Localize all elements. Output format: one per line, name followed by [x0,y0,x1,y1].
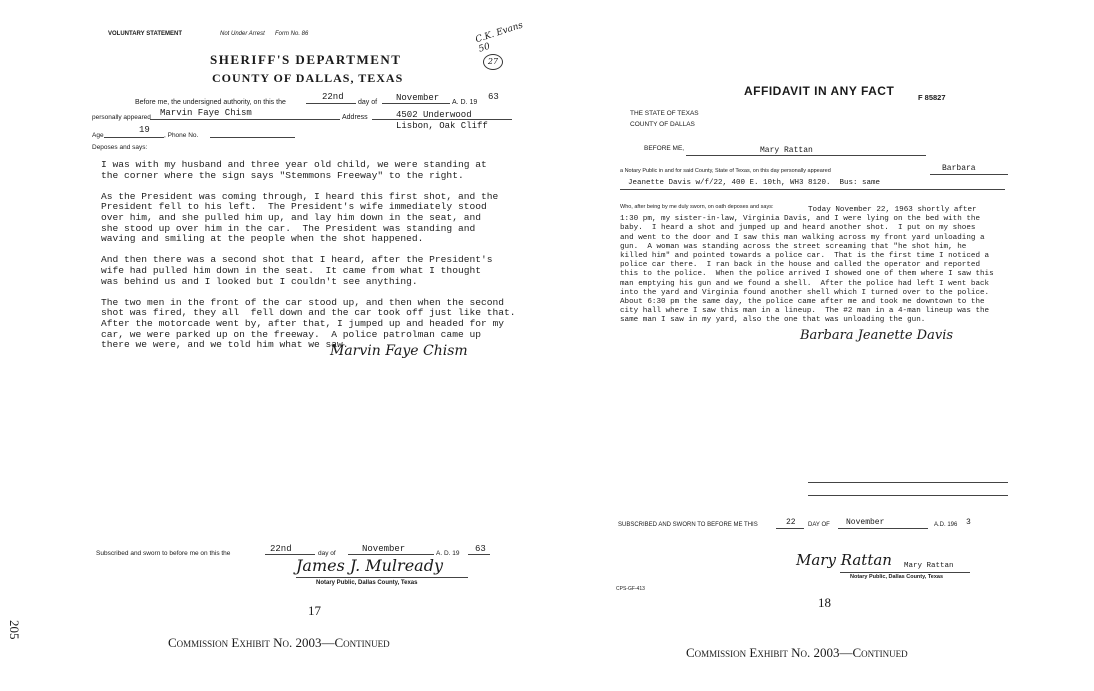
month-value: November [396,93,440,103]
left-page-number: 17 [308,603,321,618]
day-value: 22nd [322,92,344,102]
before-me-text: Before me, the undersigned authority, on this the [135,99,286,106]
address-value: 4502 Underwood [396,110,472,120]
left-subscribed-text: Subscribed and sworn to before me on this the [96,550,231,557]
side-page-number: 205 [7,620,22,640]
county-title: COUNTY OF DALLAS, TEXAS [212,71,404,85]
form-code: CPS-GF-413 [616,586,645,592]
left-statement-line: she stood up over him in the car. The President was standing and [101,222,476,234]
affidavit-title: AFFIDAVIT IN ANY FACT [744,84,895,98]
ad-label: A. D. 19 [452,99,478,106]
right-statement-line: 1:30 pm, my sister-in-law, Virginia Davis, and I were lying on the bed with the [620,215,981,224]
address-value-2: Lisbon, Oak Cliff [396,121,488,131]
left-sub-month: November [362,544,406,554]
left-sub-year: 63 [475,544,486,554]
right-statement-line: About 6:30 pm the same day, the police came after me and took me downtown to the [620,298,985,307]
right-statement-line: police car there. I ran back in the house and called the operator and reported [620,261,981,270]
left-statement-line: President fell to his left. The President's wife immediately stood [101,201,487,213]
left-statement-line: was behind us and I looked but I couldn't see anything. [101,275,418,287]
right-statement-line: Today November 22, 1963 shortly after [808,206,977,214]
left-statement-line: As the President was coming through, I heard this first shot, and the [101,190,499,202]
left-statement-line: And then there was a second shot that I heard, after the President's [101,254,493,266]
left-header-form: VOLUNTARY STATEMENT [108,31,182,37]
left-statement-line: car, we were parked up on the freeway. A police patrolman came up [101,328,481,340]
right-statement-line: killed him" and pointed towards a police car. That is the first time I noticed a [620,252,990,261]
right-sub-ad: A.D. 196 [934,522,958,528]
right-notary-printed-name: Mary Rattan [904,562,954,570]
phone-label: , Phone No. [164,132,199,139]
left-notary-caption: Notary Public, Dallas County, Texas [316,580,418,586]
day-of-label: day of [358,99,378,106]
notary-name-value: Mary Rattan [760,146,813,155]
right-sub-day-of: DAY OF [808,522,830,528]
right-statement-line: city hall where I saw this man in a lineup. The #2 man in a 4-man lineup was the [620,307,990,316]
corner-note: C.K. Evans 50 [474,20,525,55]
state-label: THE STATE OF TEXAS [630,110,699,117]
left-statement-line: I was with my husband and three year old child, we were standing at [101,159,487,170]
left-statement-line: over him, and she pulled him up, and lay him down in the seat, and [101,211,481,223]
right-statement-line: baby. I heard a shot and jumped up and heard another shot. I put on my shoes [620,224,976,233]
right-statement-line: man emptying his gun and we found a shell. After the police had left I went back [620,279,990,288]
who-after-label: Who, after being by me duly sworn, on oath deposes and says: [620,204,774,210]
left-statement-line: the corner where the sign says "Stemmons Freeway" to the right. [101,169,464,181]
corner-circle-note: 27 [483,54,503,70]
left-statement-line: wife had pulled him down in the seat. It came from what I thought [101,264,481,276]
right-statement-line: gun. A woman was standing across the street screaming that "he shot him, he [620,242,967,251]
left-statement-line: there we were, and we told him what we saw. [101,339,349,351]
left-sub-day: 22nd [270,544,292,554]
left-statement-line: waving and smiling at the people when the shot happened. [101,233,424,245]
right-notary-caption: Notary Public, Dallas County, Texas [850,574,944,580]
left-statement-line: The two men in the front of the car stood up, and then when the second [101,296,505,308]
right-sub-year: 3 [966,518,971,527]
right-statement-line: into the yard and Virginia found another shell which I turned over to the police. [620,288,990,297]
right-statement-line: same man I saw in my yard, also the one that was unloading the gun. [620,316,926,325]
left-statement-text [101,160,521,351]
right-statement-text [620,206,1015,326]
right-page-number: 18 [818,595,831,610]
left-header-form-no: Form No. 86 [275,31,309,37]
appeared-details: Jeanette Davis w/f/22, 400 E. 10th, WH3 8120. Bus: same [628,179,881,187]
address-label: Address [342,114,368,121]
affidavit-form-no: F 85827 [918,93,946,102]
dept-title: SHERIFF'S DEPARTMENT [210,52,402,67]
right-exhibit-caption: Commission Exhibit No. 2003—Continued [686,645,908,660]
deposes-label: Deposes and says: [92,144,148,151]
right-statement-line: this to the police. When the police arrived I showed one of them where I saw this [620,270,994,279]
right-signature: Barbara Jeanette Davis [800,328,954,343]
year-value: 63 [488,92,499,102]
name-value: Marvin Faye Chism [160,108,252,118]
left-notary-signature: James J. Mulready [296,556,443,575]
left-exhibit-caption: Commission Exhibit No. 2003—Continued [168,635,390,650]
left-statement-line: After the motorcade went by, after that, I jumped up and headed for my [101,317,505,329]
left-sub-ad: A. D. 19 [436,550,460,557]
notary-appeared-line: a Notary Public in and for said County, State of Texas, on this day personally appeared [620,168,831,174]
left-sub-day-of: day of [318,550,336,557]
right-sub-month: November [846,518,885,527]
age-label: Age [92,132,104,139]
right-notary-signature: Mary Rattan [796,551,892,569]
right-sub-day: 22 [786,518,796,527]
before-me-label: BEFORE ME, [644,145,685,152]
left-header-mid: Not Under Arrest [220,31,265,37]
right-statement-line: and went to the door and I saw this man walking across my front yard unloading a [620,233,985,242]
age-value: 19 [139,125,150,135]
left-statement-line: shot was fired, they all fell down and the car took off just like that. [101,307,516,319]
county-label: COUNTY OF DALLAS [630,121,695,128]
left-signature: Marvin Faye Chism [330,343,468,359]
right-subscribed-text: SUBSCRIBED AND SWORN TO BEFORE ME THIS [618,522,758,528]
appeared-name-value: Barbara [942,164,976,173]
personally-appeared-label: personally appeared [92,114,151,121]
